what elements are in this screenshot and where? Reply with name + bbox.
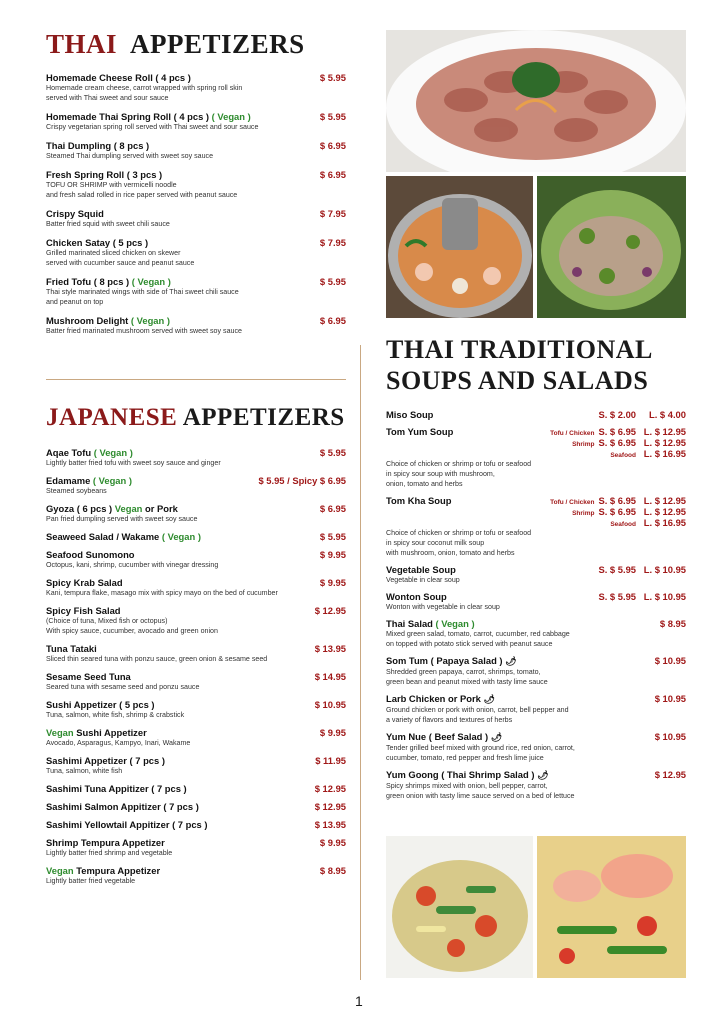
menu-item-name: Mushroom Delight ( Vegan ) bbox=[46, 315, 170, 327]
menu-item-price: $ 11.95 bbox=[315, 755, 346, 767]
menu-item-row bbox=[46, 549, 346, 560]
menu-item bbox=[46, 169, 346, 200]
price-large: L. $ 10.95 bbox=[643, 590, 686, 602]
menu-item-name: Edamame ( Vegan ) bbox=[46, 475, 132, 487]
menu-item-row bbox=[46, 140, 346, 151]
menu-item-row bbox=[46, 111, 346, 122]
menu-item-description: Shredded green papaya, carrot, shrimps, tomato, bbox=[386, 667, 541, 676]
menu-item-name: Homemade Thai Spring Roll ( 4 pcs ) ( Vegan ) bbox=[46, 111, 251, 123]
menu-item-name: Thai Dumpling ( 8 pcs ) bbox=[46, 140, 150, 152]
menu-item-name: Sashimi Salmon Appitizer ( 7 pcs ) bbox=[46, 801, 199, 813]
japanese-appetizers-title: JAPANESE APPETIZERS bbox=[46, 404, 345, 431]
menu-item-row bbox=[46, 801, 346, 812]
menu-item-price: $ 10.95 bbox=[654, 730, 686, 742]
menu-item-name: Seaweed Salad / Wakame ( Vegan ) bbox=[46, 531, 201, 543]
menu-item-name: Shrimp Tempura Appetizer bbox=[46, 837, 165, 849]
price-small: S. $ 5.95 bbox=[598, 563, 636, 575]
menu-item-name: Tom Yum Soup bbox=[386, 425, 454, 437]
menu-item-description: Batter fried squid with sweet chili sauce bbox=[46, 220, 170, 229]
vegan-tag: ( Vegan ) bbox=[435, 617, 475, 629]
menu-item-price: $ 13.95 bbox=[314, 643, 346, 655]
thai-traditional-list bbox=[386, 409, 686, 801]
menu-item-row bbox=[386, 426, 686, 459]
price-label: Shrimp bbox=[572, 509, 595, 517]
menu-item-price: $ 6.95 bbox=[319, 169, 346, 181]
menu-item-description: served with Thai sweet and sour sauce bbox=[46, 94, 169, 103]
menu-item-description: Spicy shrimps mixed with onion, bell pepper, carrot, bbox=[386, 781, 548, 790]
price-small: S. $ 6.95 bbox=[598, 505, 636, 517]
menu-item-prices bbox=[598, 591, 686, 602]
menu-item bbox=[46, 865, 346, 886]
menu-item-price: $ 6.95 bbox=[319, 315, 346, 327]
menu-item-description: a variety of flavors and textures of herbs bbox=[386, 715, 513, 724]
menu-item-description: Steamed Thai dumpling served with sweet soy sauce bbox=[46, 152, 214, 161]
chili-icon: 🌶 bbox=[483, 693, 495, 704]
menu-item bbox=[386, 769, 686, 801]
vegan-tag: ( Vegan ) bbox=[161, 531, 201, 543]
menu-item bbox=[46, 755, 346, 776]
menu-item-row bbox=[46, 605, 346, 616]
price-line bbox=[598, 564, 686, 575]
menu-item-row bbox=[46, 72, 346, 83]
menu-item-name: Yum Goong ( Thai Shrimp Salad ) 🌶 bbox=[386, 768, 549, 780]
menu-item bbox=[46, 208, 346, 229]
price-large: L. $ 12.95 bbox=[643, 505, 686, 517]
menu-item-row bbox=[46, 237, 346, 248]
menu-item-price: $ 8.95 bbox=[319, 865, 346, 877]
som-tum-photo bbox=[386, 836, 533, 978]
menu-item bbox=[386, 564, 686, 585]
menu-item-row bbox=[46, 727, 346, 738]
vegan-tag: ( Vegan ) bbox=[130, 315, 170, 327]
menu-item-price: $ 5.95 bbox=[319, 111, 346, 123]
price-large: L. $ 12.95 bbox=[643, 494, 686, 506]
menu-item-name: Homemade Cheese Roll ( 4 pcs ) bbox=[46, 72, 191, 84]
menu-item-row bbox=[386, 655, 686, 667]
menu-item-name: Seafood Sunomono bbox=[46, 549, 135, 561]
menu-item-row bbox=[386, 564, 686, 575]
menu-item-description: green onion with tasty lime sauce served on a bed of lettuce bbox=[386, 791, 575, 800]
vegan-tag: ( Vegan ) bbox=[92, 475, 132, 487]
price-label: Tofu / Chicken bbox=[550, 429, 595, 437]
menu-item bbox=[386, 693, 686, 725]
menu-item bbox=[46, 447, 346, 468]
menu-item-description: with mushroom, onion, tomato and herbs bbox=[386, 548, 515, 557]
menu-item bbox=[46, 837, 346, 858]
menu-item-price: $ 12.95 bbox=[314, 801, 346, 813]
menu-item-description: Vegetable in clear soup bbox=[386, 575, 460, 584]
menu-item-name: Spicy Fish Salad bbox=[46, 605, 121, 617]
price-large: L. $ 10.95 bbox=[643, 563, 686, 575]
menu-item-price: $ 5.95 bbox=[319, 72, 346, 84]
price-label: Shrimp bbox=[572, 440, 595, 448]
menu-item-price: $ 5.95 bbox=[319, 531, 346, 543]
menu-item-price: $ 8.95 bbox=[659, 617, 686, 629]
menu-item-description: With spicy sauce, cucumber, avocado and green onion bbox=[46, 627, 218, 636]
menu-item-row bbox=[46, 531, 346, 542]
menu-item-description: on topped with potato stick served with peanut sauce bbox=[386, 639, 553, 648]
menu-item-description: Thai style marinated wings with side of Thai sweet chili sauce bbox=[46, 288, 239, 297]
menu-item-price: $ 7.95 bbox=[319, 208, 346, 220]
menu-item-description: Octopus, kani, shrimp, cucumber with vinegar dressing bbox=[46, 561, 219, 570]
price-large: L. $ 16.95 bbox=[643, 516, 686, 528]
menu-item bbox=[46, 699, 346, 720]
menu-item-row bbox=[46, 503, 346, 514]
menu-item-name: Miso Soup bbox=[386, 408, 434, 420]
price-small: S. $ 2.00 bbox=[598, 408, 636, 420]
menu-item-row bbox=[46, 447, 346, 458]
menu-item-price: $ 9.95 bbox=[319, 577, 346, 589]
chili-icon: 🌶 bbox=[490, 731, 503, 742]
menu-item-row bbox=[46, 315, 346, 326]
menu-item-description: in spicy sour coconut milk soup bbox=[386, 538, 485, 547]
price-line bbox=[610, 448, 686, 459]
menu-item-description: Ground chicken or pork with onion, carrot, bell pepper and bbox=[386, 705, 569, 714]
menu-item-description: cucumber, tomato, red pepper and fresh lime juice bbox=[386, 753, 544, 762]
price-line bbox=[572, 506, 686, 517]
menu-item-price: $ 9.95 bbox=[319, 549, 346, 561]
vegan-tag: Vegan bbox=[46, 727, 74, 739]
japanese-appetizers-list bbox=[46, 447, 346, 886]
menu-item-name: Wonton Soup bbox=[386, 590, 447, 602]
price-large: L. $ 12.95 bbox=[643, 436, 686, 448]
price-line bbox=[598, 409, 686, 420]
menu-item-name: Fried Tofu ( 8 pcs ) ( Vegan ) bbox=[46, 276, 171, 288]
menu-item-description: Avocado, Asparagus, Kampyo, Inari, Wakame bbox=[46, 739, 191, 748]
menu-item-price: $ 7.95 bbox=[319, 237, 346, 249]
price-small: S. $ 6.95 bbox=[598, 436, 636, 448]
thai-traditional-title-line1: THAI TRADITIONAL bbox=[386, 335, 653, 364]
menu-item-name: Sushi Appetizer ( 5 pcs ) bbox=[46, 699, 155, 711]
menu-item-row bbox=[386, 731, 686, 743]
menu-item bbox=[46, 819, 346, 830]
vegan-tag: ( Vegan ) bbox=[131, 276, 171, 288]
menu-item-name: Fresh Spring Roll ( 3 pcs ) bbox=[46, 169, 163, 181]
menu-item-description: Mixed green salad, tomato, carrot, cucumber, red cabbage bbox=[386, 629, 570, 638]
menu-item bbox=[386, 409, 686, 420]
price-large: L. $ 12.95 bbox=[643, 425, 686, 437]
menu-item bbox=[386, 655, 686, 687]
menu-item-description: served with cucumber sauce and peanut sauce bbox=[46, 259, 195, 268]
menu-item bbox=[46, 475, 346, 496]
menu-item-description: Lightly batter fried shrimp and vegetable bbox=[46, 849, 173, 858]
menu-item bbox=[46, 801, 346, 812]
price-line bbox=[610, 517, 686, 528]
menu-item-name: Thai Salad ( Vegan ) bbox=[386, 617, 475, 629]
thai-traditional-title-line2: SOUPS AND SALADS bbox=[386, 366, 649, 396]
menu-item-price: $ 12.95 bbox=[654, 768, 686, 780]
menu-item-description: green bean and peanut mixed with tasty lime sauce bbox=[386, 677, 548, 686]
menu-item-row bbox=[46, 783, 346, 794]
menu-item-description: Tender grilled beef mixed with ground rice, red onion, carrot, bbox=[386, 743, 575, 752]
menu-item bbox=[46, 315, 346, 336]
menu-item bbox=[46, 72, 346, 103]
vegan-tag: Vegan bbox=[114, 503, 143, 515]
price-large: L. $ 16.95 bbox=[643, 447, 686, 459]
price-line bbox=[550, 495, 686, 506]
menu-item-price: $ 10.95 bbox=[314, 699, 346, 711]
menu-item-name: Gyoza ( 6 pcs ) Vegan or Pork bbox=[46, 503, 178, 515]
menu-item-description: Choice of chicken or shrimp or tofu or seafood bbox=[386, 528, 532, 537]
menu-item-row bbox=[46, 169, 346, 180]
menu-item-name: Larb Chicken or Pork 🌶 bbox=[386, 692, 495, 704]
menu-item-row bbox=[46, 475, 346, 486]
menu-item bbox=[46, 237, 346, 268]
menu-item-row bbox=[46, 208, 346, 219]
menu-item-prices bbox=[598, 564, 686, 575]
menu-item-name: Vegan Tempura Appetizer bbox=[46, 865, 161, 877]
menu-item-price: $ 5.95 / Spicy $ 6.95 bbox=[258, 475, 346, 487]
papaya-shrimp-photo bbox=[537, 836, 686, 978]
menu-item-description: (Choice of tuna, Mixed fish or octopus) bbox=[46, 617, 168, 626]
menu-item-description: and peanut on top bbox=[46, 298, 104, 307]
menu-item-description: Steamed soybeans bbox=[46, 487, 107, 496]
chili-icon: 🌶 bbox=[505, 655, 517, 666]
menu-item bbox=[46, 577, 346, 598]
menu-item bbox=[46, 727, 346, 748]
menu-item-price: $ 9.95 bbox=[319, 727, 346, 739]
menu-item-prices bbox=[550, 426, 686, 459]
menu-item-prices bbox=[550, 495, 686, 528]
thai-appetizers-section bbox=[46, 30, 346, 344]
larb-salad-photo bbox=[537, 176, 686, 318]
menu-item-name: Yum Nue ( Beef Salad ) 🌶 bbox=[386, 730, 503, 742]
menu-item-description: in spicy sour soup with mushroom, bbox=[386, 469, 495, 478]
menu-item-description: Choice of chicken or shrimp or tofu or seafood bbox=[386, 459, 532, 468]
price-label: Seafood bbox=[610, 520, 636, 528]
menu-item bbox=[46, 140, 346, 161]
menu-item-price: $ 5.95 bbox=[319, 447, 346, 459]
menu-item bbox=[386, 426, 686, 489]
menu-item-name: Sashimi Appetizer ( 7 pcs ) bbox=[46, 755, 165, 767]
menu-item-row bbox=[386, 409, 686, 420]
price-label: Seafood bbox=[610, 451, 636, 459]
menu-item bbox=[46, 503, 346, 524]
menu-item-description: Homemade cream cheese, carrot wrapped with spring roll skin bbox=[46, 84, 243, 93]
menu-item bbox=[46, 111, 346, 132]
menu-item-price: $ 14.95 bbox=[314, 671, 346, 683]
menu-item-name: Crispy Squid bbox=[46, 208, 104, 220]
menu-item bbox=[46, 643, 346, 664]
price-small: S. $ 6.95 bbox=[598, 425, 636, 437]
price-small: S. $ 6.95 bbox=[598, 494, 636, 506]
menu-item bbox=[46, 671, 346, 692]
menu-item-row bbox=[46, 755, 346, 766]
menu-item bbox=[46, 605, 346, 636]
menu-item-description: Tuna, salmon, white fish, shrimp & crabstick bbox=[46, 711, 185, 720]
menu-item bbox=[386, 618, 686, 649]
menu-item-price: $ 9.95 bbox=[319, 837, 346, 849]
menu-item-description: Tuna, salmon, white fish bbox=[46, 767, 123, 776]
menu-item bbox=[46, 783, 346, 794]
column-divider bbox=[360, 345, 361, 980]
menu-item-price: $ 6.95 bbox=[319, 140, 346, 152]
menu-item-row bbox=[386, 591, 686, 602]
vegan-tag: ( Vegan ) bbox=[211, 111, 251, 123]
menu-item-row bbox=[46, 699, 346, 710]
tom-yum-soup-photo bbox=[386, 176, 533, 318]
menu-item-prices bbox=[598, 409, 686, 420]
menu-item-row bbox=[46, 577, 346, 588]
page-number: 1 bbox=[355, 993, 363, 1009]
price-line bbox=[550, 426, 686, 437]
tuna-tataki-photo bbox=[386, 30, 686, 172]
chili-icon: 🌶 bbox=[537, 769, 549, 780]
menu-item bbox=[46, 549, 346, 570]
menu-item-row bbox=[46, 819, 346, 830]
menu-item-description: Grilled marinated sliced chicken on skewer bbox=[46, 249, 181, 258]
menu-item-name: Sashimi Tuna Appitizer ( 7 pcs ) bbox=[46, 783, 187, 795]
menu-item-name: Som Tum ( Papaya Salad ) 🌶 bbox=[386, 654, 517, 666]
menu-item-name: Vegan Sushi Appetizer bbox=[46, 727, 147, 739]
menu-item-description: Lightly batter fried vegetable bbox=[46, 877, 136, 886]
menu-item-row bbox=[386, 693, 686, 705]
menu-item-row bbox=[46, 276, 346, 287]
vegan-tag: ( Vegan ) bbox=[93, 447, 133, 459]
japanese-appetizers-section bbox=[46, 405, 346, 893]
menu-item-description: Crispy vegetarian spring roll served with Thai sweet and sour sauce bbox=[46, 123, 259, 132]
menu-item-name: Spicy Krab Salad bbox=[46, 577, 123, 589]
menu-item-description: Seared tuna with sesame seed and ponzu sauce bbox=[46, 683, 200, 692]
price-small: S. $ 5.95 bbox=[598, 590, 636, 602]
menu-item-price: $ 6.95 bbox=[319, 503, 346, 515]
menu-item-description: Batter fried marinated mushroom served with sweet soy sauce bbox=[46, 327, 242, 336]
menu-item-row bbox=[386, 495, 686, 528]
menu-item-price: $ 12.95 bbox=[314, 605, 346, 617]
menu-item-name: Tom Kha Soup bbox=[386, 494, 452, 506]
menu-item-name: Tuna Tataki bbox=[46, 643, 97, 655]
menu-item-price: $ 10.95 bbox=[654, 654, 686, 666]
menu-item-name: Sashimi Yellowtail Appitizer ( 7 pcs ) bbox=[46, 819, 208, 831]
menu-item-row bbox=[46, 671, 346, 682]
thai-traditional-section bbox=[386, 336, 686, 807]
menu-item-price: $ 5.95 bbox=[319, 276, 346, 288]
price-label: Tofu / Chicken bbox=[550, 498, 595, 506]
price-line bbox=[572, 437, 686, 448]
menu-item-row bbox=[46, 865, 346, 876]
thai-appetizers-title: THAI APPETIZERS bbox=[46, 29, 305, 59]
menu-item-description: Wonton with vegetable in clear soup bbox=[386, 602, 500, 611]
price-line bbox=[598, 591, 686, 602]
menu-item-row bbox=[46, 643, 346, 654]
menu-item-price: $ 10.95 bbox=[654, 692, 686, 704]
menu-item-description: onion, tomato and herbs bbox=[386, 479, 463, 488]
menu-item-name: Chicken Satay ( 5 pcs ) bbox=[46, 237, 149, 249]
menu-item-price: $ 13.95 bbox=[314, 819, 346, 831]
menu-item-description: Kani, tempura flake, masago mix with spicy mayo on the bed of cucumber bbox=[46, 589, 278, 598]
vegan-tag: Vegan bbox=[46, 865, 74, 877]
menu-item-description: Lightly batter fried tofu with sweet soy sauce and ginger bbox=[46, 459, 221, 468]
menu-item-name: Aqae Tofu ( Vegan ) bbox=[46, 447, 133, 459]
menu-item-description: Sliced thin seared tuna with ponzu sauce, green onion & sesame seed bbox=[46, 655, 268, 664]
menu-item-name: Vegetable Soup bbox=[386, 563, 456, 575]
section-divider bbox=[46, 379, 346, 380]
menu-item-description: and fresh salad rolled in rice paper served with peanut sauce bbox=[46, 191, 238, 200]
menu-item-row bbox=[46, 837, 346, 848]
thai-appetizers-list bbox=[46, 72, 346, 336]
menu-item-row bbox=[386, 769, 686, 781]
menu-item-description: TOFU OR SHRIMP with vermicelli noodle bbox=[46, 181, 177, 190]
menu-item bbox=[386, 591, 686, 612]
menu-item bbox=[386, 731, 686, 763]
menu-item-row bbox=[386, 618, 686, 629]
menu-item bbox=[46, 531, 346, 542]
price-large: L. $ 4.00 bbox=[648, 408, 686, 420]
menu-item-description: Pan fried dumpling served with sweet soy sauce bbox=[46, 515, 198, 524]
menu-item bbox=[386, 495, 686, 558]
menu-item-name: Sesame Seed Tuna bbox=[46, 671, 131, 683]
menu-item bbox=[46, 276, 346, 307]
menu-item-price: $ 12.95 bbox=[314, 783, 346, 795]
